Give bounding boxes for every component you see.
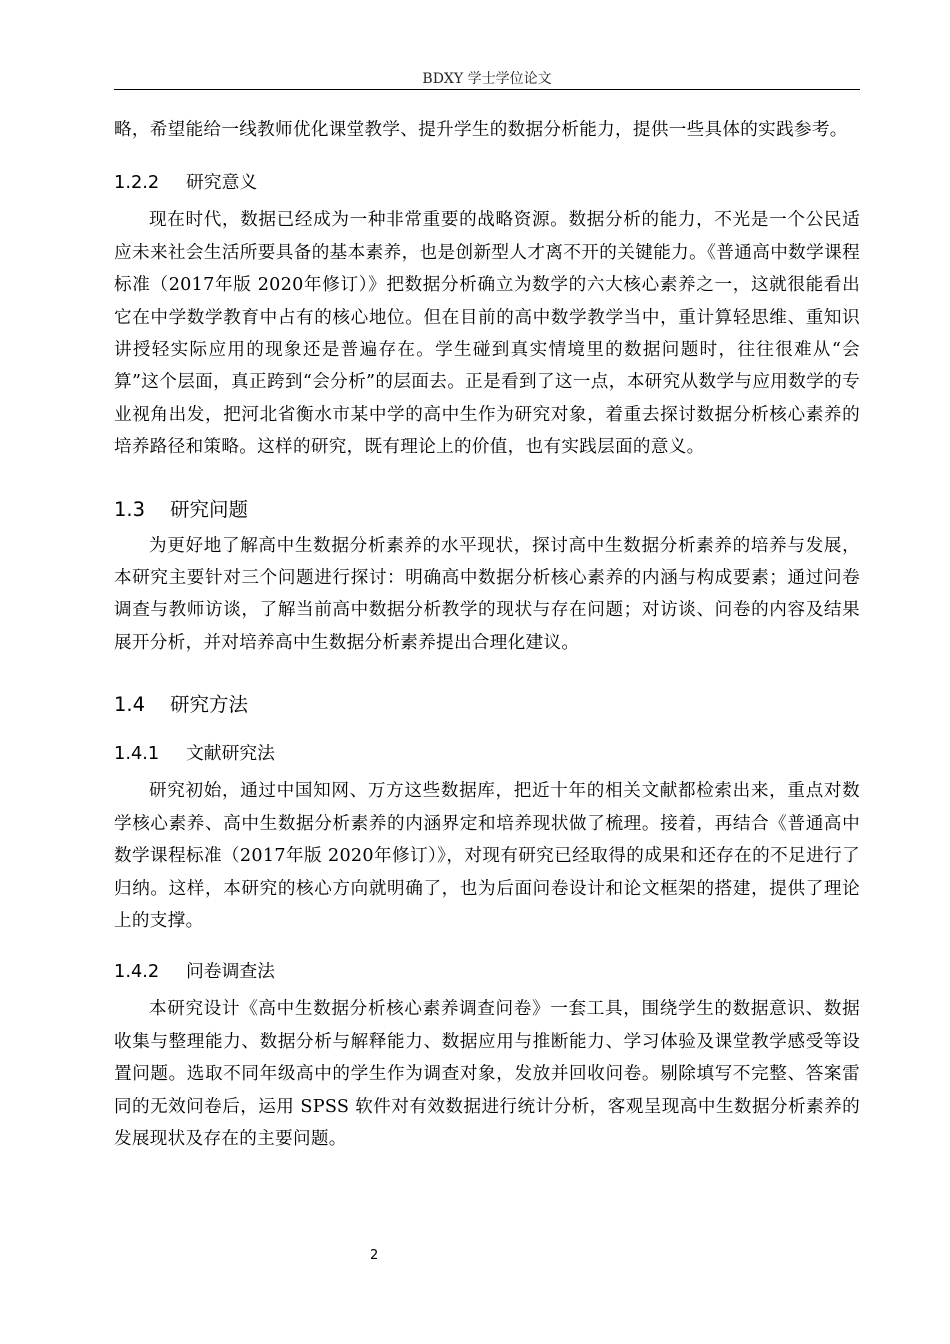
heading-title: 文献研究法	[186, 743, 275, 765]
paragraph-questionnaire-method: 本研究设计《高中生数据分析核心素养调查问卷》一套工具，围绕学生的数据意识、数据收集与整理能力、数据分析与解释能力、数据应用与推断能力、学习体验及课堂教学感受等设置问题。选取不同年级高中的学生作为调查对象，发放并回收问卷。剔除填写不完整、答案雷同的无效问卷后，运用 SPSS 软件对有效数据进行统计分析，客观呈现高中生数据分析素养的发展现状及存在的主要问题。	[114, 999, 860, 1149]
heading-title: 研究问题	[170, 497, 249, 521]
heading-1-4	[114, 691, 860, 719]
paragraph-research-significance: 现在时代，数据已经成为一种非常重要的战略资源。数据分析的能力，不光是一个公民适应未来社会生活所要具备的基本素养，也是创新型人才离不开的关键能力。《普通高中数学课程标准（2017年版 2020年修订）》把数据分析确立为数学的六大核心素养之一，这就很能看出它在中学数学教育中占有的核心地位。但在目前的高中数学教学当中，重计算轻思维、重知识讲授轻实际应用的现象还是普遍存在。学生碰到真实情境里的数据问题时，往往很难从“会算”这个层面，真正跨到“会分析”的层面去。正是看到了这一点，本研究从数学与应用数学的专业视角出发，把河北省衡水市某中学的高中生作为研究对象，着重去探讨数据分析核心素养的培养路径和策略。这样的研究，既有理论上的价值，也有实践层面的意义。	[114, 210, 860, 458]
heading-number: 1.4.1	[114, 743, 160, 765]
paragraph-research-questions: 为更好地了解高中生数据分析素养的水平现状，探讨高中生数据分析素养的培养与发展，本研究主要针对三个问题进行探讨：明确高中数据分析核心素养的内涵与构成要素；通过问卷调查与教师访谈，了解当前高中数据分析教学的现状与存在问题；对访谈、问卷的内容及结果展开分析，并对培养高中生数据分析素养提出合理化建议。	[114, 535, 860, 653]
running-header: BDXY 学士学位论文	[422, 71, 552, 87]
heading-1-2-2	[114, 170, 860, 196]
heading-1-4-2	[114, 959, 860, 985]
heading-number: 1.4.2	[114, 961, 160, 983]
paragraph-literature-method: 研究初始，通过中国知网、万方这些数据库，把近十年的相关文献都检索出来，重点对数学核心素养、高中生数据分析素养的内涵界定和培养现状做了梳理。接着，再结合《普通高中数学课程标准（2017年版 2020年修订）》，对现有研究已经取得的成果和还存在的不足进行了归纳。这样，本研究的核心方向就明确了，也为后面问卷设计和论文框架的搭建，提供了理论上的支撑。	[114, 781, 860, 931]
heading-1-4-1	[114, 741, 860, 767]
header-rule	[114, 89, 860, 90]
page-number: 2	[370, 1248, 379, 1263]
heading-title: 问卷调查法	[186, 961, 275, 983]
heading-number: 1.3	[114, 497, 146, 521]
heading-number: 1.2.2	[114, 172, 160, 194]
continuation-paragraph: 略，希望能给一线教师优化课堂教学、提升学生的数据分析能力，提供一些具体的实践参考。	[114, 120, 848, 140]
heading-title: 研究意义	[186, 172, 258, 194]
page-content	[114, 114, 860, 1155]
heading-1-3	[114, 496, 860, 524]
heading-number: 1.4	[114, 693, 146, 717]
heading-title: 研究方法	[170, 693, 249, 717]
